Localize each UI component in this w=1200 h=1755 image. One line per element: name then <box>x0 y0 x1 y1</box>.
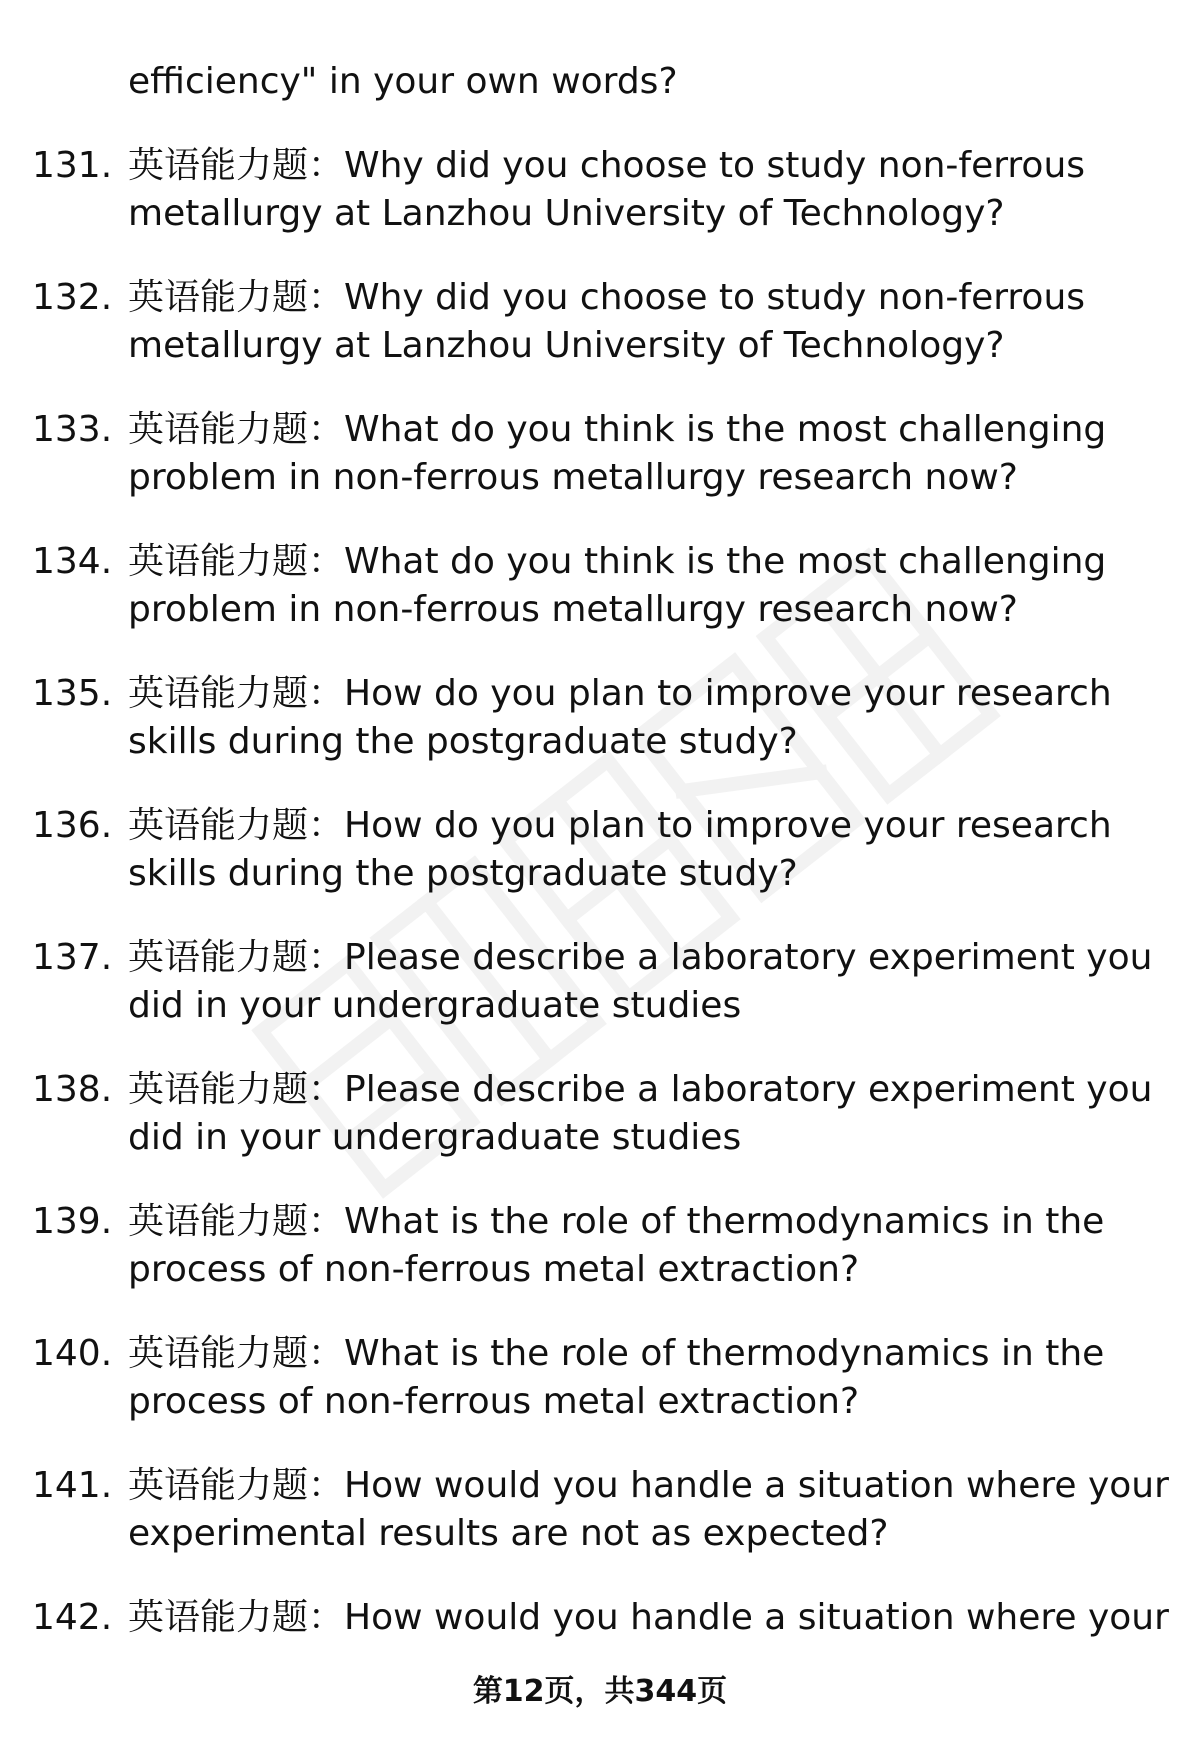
question-number: 141. <box>32 1465 113 1506</box>
question-item-138 <box>0 1066 1200 1198</box>
question-text <box>128 670 1168 766</box>
question-number: 139. <box>32 1201 113 1242</box>
question-text-line-2: skills during the postgraduate study? <box>128 853 798 894</box>
question-text <box>128 934 1168 1030</box>
question-text <box>128 142 1168 238</box>
question-number: 132. <box>32 277 113 318</box>
question-item-136 <box>0 802 1200 934</box>
page-number-footer: 第12页，共344页 <box>472 1674 728 1709</box>
question-text <box>128 538 1168 634</box>
question-text-line-1: 英语能力题：How do you plan to improve your research <box>128 673 1112 714</box>
question-text-line-2: did in your undergraduate studies <box>128 1117 742 1158</box>
question-item-131 <box>0 142 1200 274</box>
question-text-line-1: 英语能力题：What is the role of thermodynamics in the <box>128 1201 1105 1242</box>
question-text-line-1: 英语能力题：How would you handle a situation where your <box>128 1465 1169 1506</box>
question-text-line-1: 英语能力题：What do you think is the most challenging <box>128 541 1107 582</box>
question-text-line-1: 英语能力题：Why did you choose to study non-ferrous <box>128 277 1086 318</box>
question-number: 140. <box>32 1333 113 1374</box>
question-number: 137. <box>32 937 113 978</box>
question-number: 136. <box>32 805 113 846</box>
question-item-137 <box>0 934 1200 1066</box>
question-text <box>128 1462 1168 1558</box>
question-text-line-1: 英语能力题：How do you plan to improve your research <box>128 805 1112 846</box>
question-text-line-1: 英语能力题：Please describe a laboratory experiment you <box>128 937 1153 978</box>
question-number: 134. <box>32 541 113 582</box>
question-item-139 <box>0 1198 1200 1330</box>
question-text-line-1: 英语能力题：What do you think is the most challenging <box>128 409 1107 450</box>
question-text-line-2: process of non-ferrous metal extraction? <box>128 1381 860 1422</box>
continued-question-fragment: efficiency" in your own words? <box>128 61 678 102</box>
question-text-line-2: problem in non-ferrous metallurgy research now? <box>128 457 1018 498</box>
question-text <box>128 406 1168 502</box>
question-text-line-2: process of non-ferrous metal extraction? <box>128 1249 860 1290</box>
question-text-line-1: 英语能力题：What is the role of thermodynamics in the <box>128 1333 1105 1374</box>
question-text <box>128 1594 1168 1642</box>
question-number: 138. <box>32 1069 113 1110</box>
question-text-line-2: did in your undergraduate studies <box>128 985 742 1026</box>
question-text-line-2: metallurgy at Lanzhou University of Technology? <box>128 193 1005 234</box>
question-text-line-2: experimental results are not as expected? <box>128 1513 889 1554</box>
question-number: 133. <box>32 409 113 450</box>
question-text-line-1: 英语能力题：Why did you choose to study non-ferrous <box>128 145 1086 186</box>
question-text-line-2: problem in non-ferrous metallurgy research now? <box>128 589 1018 630</box>
question-item-134 <box>0 538 1200 670</box>
question-text <box>128 802 1168 898</box>
question-item-132 <box>0 274 1200 406</box>
question-number: 142. <box>32 1597 113 1638</box>
question-text <box>128 1066 1168 1162</box>
question-item-135 <box>0 670 1200 802</box>
question-text <box>128 1330 1168 1426</box>
question-text-line-2: skills during the postgraduate study? <box>128 721 798 762</box>
question-item-141 <box>0 1462 1200 1594</box>
question-number: 131. <box>32 145 113 186</box>
question-list <box>0 142 1200 1726</box>
question-text-line-1: 英语能力题：How would you handle a situation where your <box>128 1597 1169 1638</box>
question-text-line-1: 英语能力题：Please describe a laboratory experiment you <box>128 1069 1153 1110</box>
question-text-line-2: metallurgy at Lanzhou University of Technology? <box>128 325 1005 366</box>
question-item-140 <box>0 1330 1200 1462</box>
question-text <box>128 1198 1168 1294</box>
question-item-133 <box>0 406 1200 538</box>
question-text <box>128 274 1168 370</box>
question-number: 135. <box>32 673 113 714</box>
